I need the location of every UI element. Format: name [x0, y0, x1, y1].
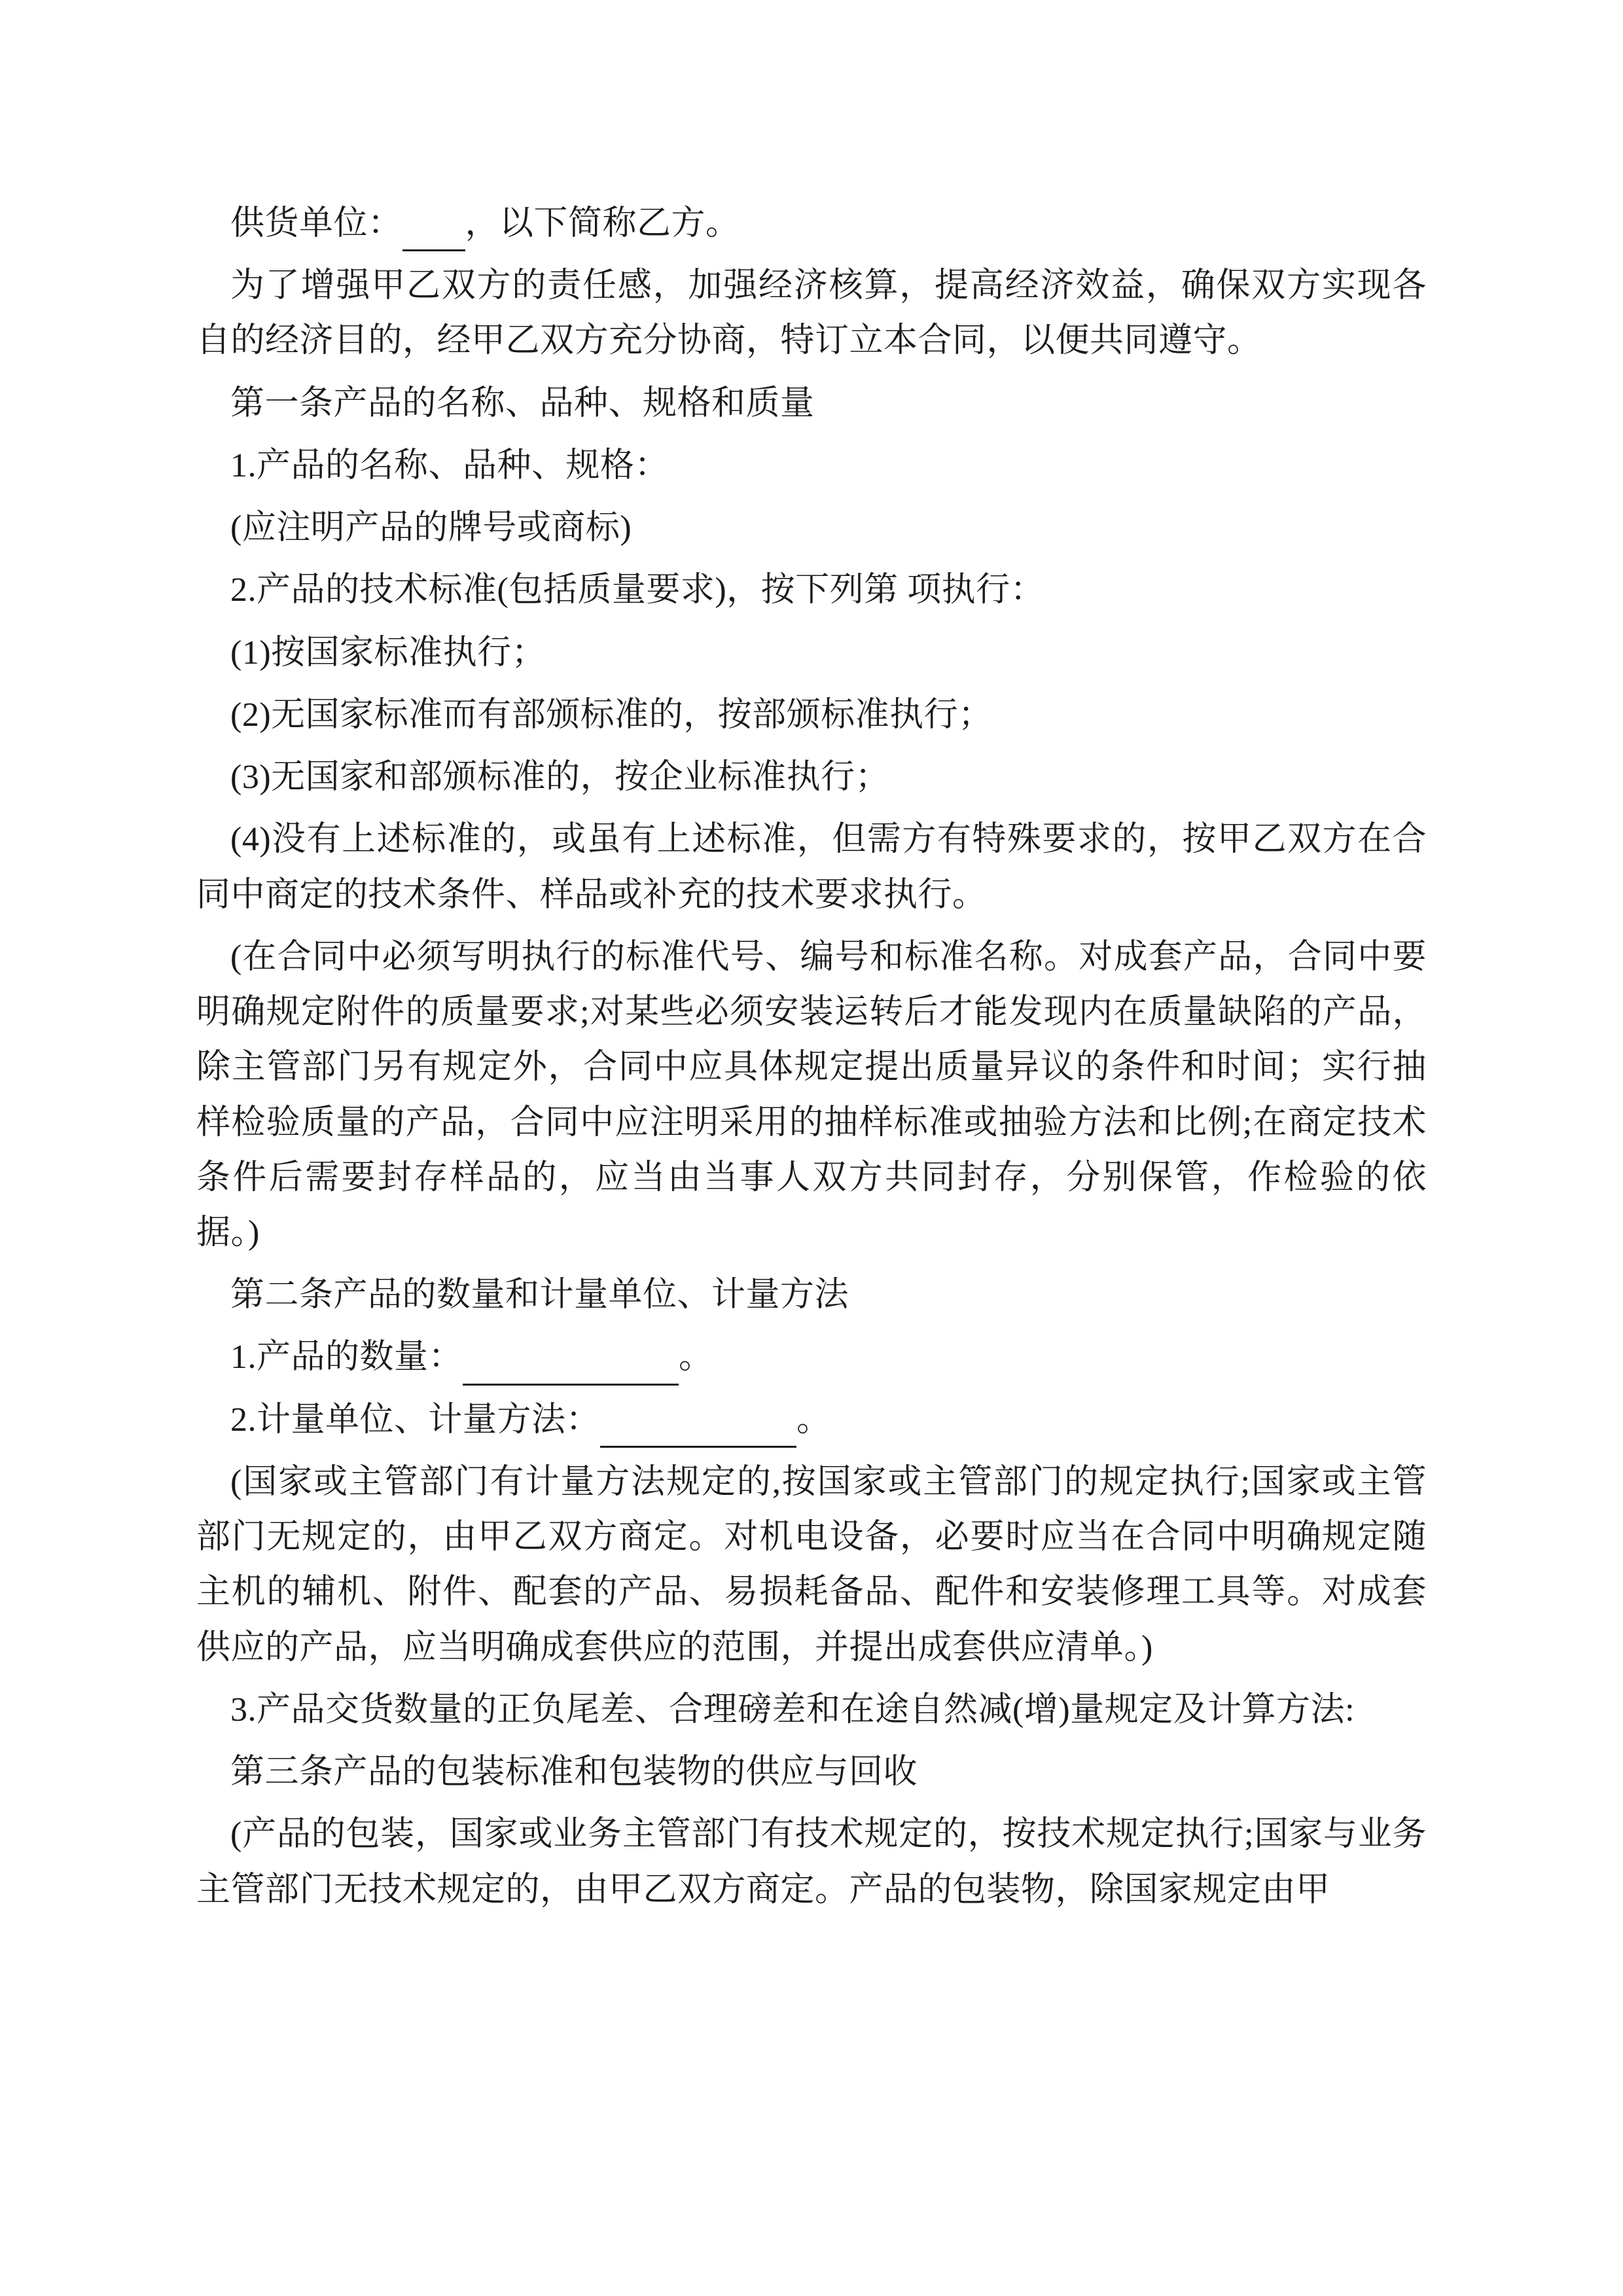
paragraph-standard-note: (在合同中必须写明执行的标准代号、编号和标准名称。对成套产品，合同中要明确规定附件的质量要求;对某些必须安装运转后才能发现内在质量缺陷的产品，除主管部门另有规定外，合同中应具体规定提出质量异议的条件和时间；实行抽样检验质量的产品，合同中应注明采用的抽样标准或抽验方法和比例;在商定技术条件后需要封存样品的，应当由当事人双方共同封存，分别保管，作检验的依据。) — [196, 938, 1427, 1251]
paragraph-purpose: 为了增强甲乙双方的责任感，加强经济核算，提高经济效益，确保双方实现各自的经济目的，经甲乙双方充分协商，特订立本合同，以便共同遵守。 — [196, 267, 1427, 360]
paragraph-product-quantity — [196, 1330, 1427, 1385]
paragraph-packaging-note: (产品的包装，国家或业务主管部门有技术规定的，按技术规定执行;国家与业务主管部门无技术规定的，由甲乙双方商定。产品的包装物，除国家规定由甲 — [196, 1816, 1427, 1909]
supplier-suffix: ，以下简称乙方。 — [465, 205, 740, 242]
paragraph-article-three-heading: 第三条产品的包装标准和包装物的供应与回收 — [230, 1753, 918, 1791]
document-body — [196, 196, 1427, 1918]
paragraph-standard-option-4: (4)没有上述标准的，或虽有上述标准，但需方有特殊要求的，按甲乙双方在合同中商定的技术条件、样品或补充的技术要求执行。 — [196, 821, 1427, 914]
paragraph-technical-standard: 2.产品的技术标准(包括质量要求)，按下列第 项执行： — [230, 571, 1045, 609]
paragraph-brand-note: (应注明产品的牌号或商标) — [230, 509, 632, 547]
paragraph-article-two-heading: 第二条产品的数量和计量单位、计量方法 — [230, 1276, 849, 1314]
measure-label: 2.计量单位、计量方法： — [230, 1401, 601, 1439]
paragraph-standard-option-1: (1)按国家标准执行； — [230, 634, 546, 672]
paragraph-delivery-tolerance: 3.产品交货数量的正负尾差、合理磅差和在途自然减(增)量规定及计算方法: — [230, 1691, 1355, 1729]
quantity-suffix: 。 — [679, 1338, 713, 1376]
paragraph-standard-option-3: (3)无国家和部颁标准的，按企业标准执行； — [230, 759, 890, 797]
quantity-label: 1.产品的数量： — [230, 1338, 463, 1376]
measure-suffix: 。 — [796, 1401, 831, 1439]
measure-blank-field[interactable] — [600, 1421, 796, 1448]
supplier-label: 供货单位： — [230, 205, 402, 242]
paragraph-standard-option-2: (2)无国家标准而有部颁标准的，按部颁标准执行； — [230, 696, 993, 734]
paragraph-article-one-heading: 第一条产品的名称、品种、规格和质量 — [230, 384, 815, 422]
paragraph-measure-unit — [196, 1393, 1427, 1448]
quantity-blank-field[interactable] — [463, 1359, 679, 1386]
paragraph-supplier-line — [196, 196, 1427, 251]
paragraph-product-name-spec: 1.产品的名称、品种、规格： — [230, 446, 669, 484]
supplier-blank-field[interactable] — [402, 224, 465, 251]
paragraph-measure-note: (国家或主管部门有计量方法规定的,按国家或主管部门的规定执行;国家或主管部门无规定的，由甲乙双方商定。对机电设备，必要时应当在合同中明确规定随主机的辅机、附件、配套的产品、易损耗备品、配件和安装修理工具等。对成套供应的产品，应当明确成套供应的范围，并提出成套供应清单。) — [196, 1463, 1427, 1666]
